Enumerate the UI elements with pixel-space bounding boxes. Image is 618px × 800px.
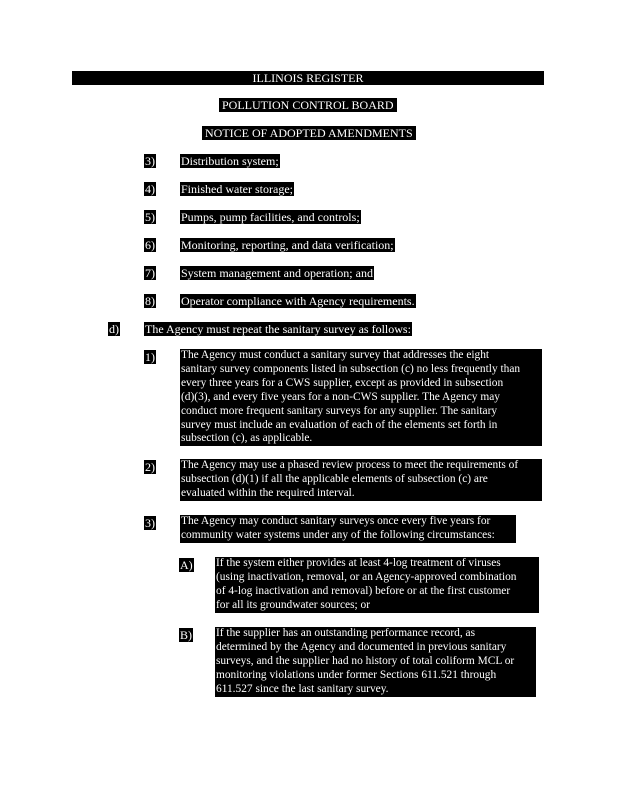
- item-text: Operator compliance with Agency requirements.: [181, 294, 415, 308]
- paragraph-line: community water systems under any of the following circumstances:: [181, 528, 495, 541]
- paragraph-line: survey must include an evaluation of each of the elements set forth in: [181, 418, 498, 431]
- subsection-number: 3): [145, 516, 155, 530]
- item-number: 4): [145, 182, 155, 196]
- paragraph-line: determined by the Agency and documented in previous sanitary: [216, 640, 507, 653]
- paragraph-line: conduct more frequent sanitary surveys for any supplier. The sanitary: [181, 404, 498, 417]
- subsection-paragraph: [180, 459, 542, 501]
- paragraph-line: subsection (d)(1) if all the applicable elements of subsection (c) are: [181, 472, 488, 485]
- item-number: 8): [145, 294, 155, 308]
- section-text: The Agency must repeat the sanitary survey as follows:: [145, 322, 411, 336]
- item-text: Distribution system;: [181, 154, 279, 168]
- clause-number: B): [180, 628, 192, 642]
- paragraph-line: (d)(3), and every five years for a non-CWS supplier. The Agency may: [181, 390, 500, 403]
- paragraph-line: If the system either provides at least 4-log treatment of viruses: [216, 557, 501, 569]
- paragraph-line: (using inactivation, removal, or an Agency-approved combination: [216, 570, 517, 583]
- paragraph-line: The Agency may conduct sanitary surveys once every five years for: [181, 515, 491, 527]
- paragraph-line: surveys, and the supplier had no history of total coliform MCL or: [216, 654, 515, 667]
- item-text: System management and operation; and: [181, 266, 373, 280]
- register-title: ILLINOIS REGISTER: [252, 71, 364, 85]
- item-number: 3): [145, 154, 155, 168]
- item-text: Monitoring, reporting, and data verification;: [181, 238, 394, 252]
- clause-paragraph: [215, 627, 536, 697]
- paragraph-line: sanitary survey components listed in subsection (c) no less frequently than: [181, 362, 521, 375]
- subsection-number: 2): [145, 460, 155, 474]
- clause-number: A): [180, 558, 193, 572]
- item-text: Pumps, pump facilities, and controls;: [181, 210, 360, 224]
- paragraph-line: 611.527 since the last sanitary survey.: [216, 682, 389, 695]
- clause-paragraph: [215, 557, 539, 613]
- register-header-bar: [72, 71, 544, 85]
- paragraph-line: The Agency may use a phased review process to meet the requirements of: [181, 459, 519, 471]
- notice-title: NOTICE OF ADOPTED AMENDMENTS: [202, 126, 416, 140]
- subsection-number: 1): [145, 350, 155, 364]
- paragraph-line: subsection (c), as applicable.: [181, 432, 313, 445]
- paragraph-line: evaluated within the required interval.: [181, 486, 355, 499]
- item-number: 5): [145, 210, 155, 224]
- paragraph-line: for all its groundwater sources; or: [216, 598, 371, 611]
- paragraph-line: If the supplier has an outstanding performance record, as: [216, 627, 476, 639]
- board-title: POLLUTION CONTROL BOARD: [219, 98, 397, 112]
- item-text: Finished water storage;: [181, 182, 293, 196]
- paragraph-line: monitoring violations under former Sections 611.521 through: [216, 668, 497, 681]
- paragraph-line: of 4-log inactivation and removal) before or at the first customer: [216, 584, 511, 597]
- paragraph-line: The Agency must conduct a sanitary survey that addresses the eight: [181, 349, 490, 361]
- item-number: 6): [145, 238, 155, 252]
- paragraph-line: every three years for a CWS supplier, except as provided in subsection: [181, 376, 504, 389]
- item-number: 7): [145, 266, 155, 280]
- subsection-paragraph: [180, 349, 542, 446]
- section-label: d): [109, 322, 119, 336]
- subsection-paragraph: [180, 515, 516, 543]
